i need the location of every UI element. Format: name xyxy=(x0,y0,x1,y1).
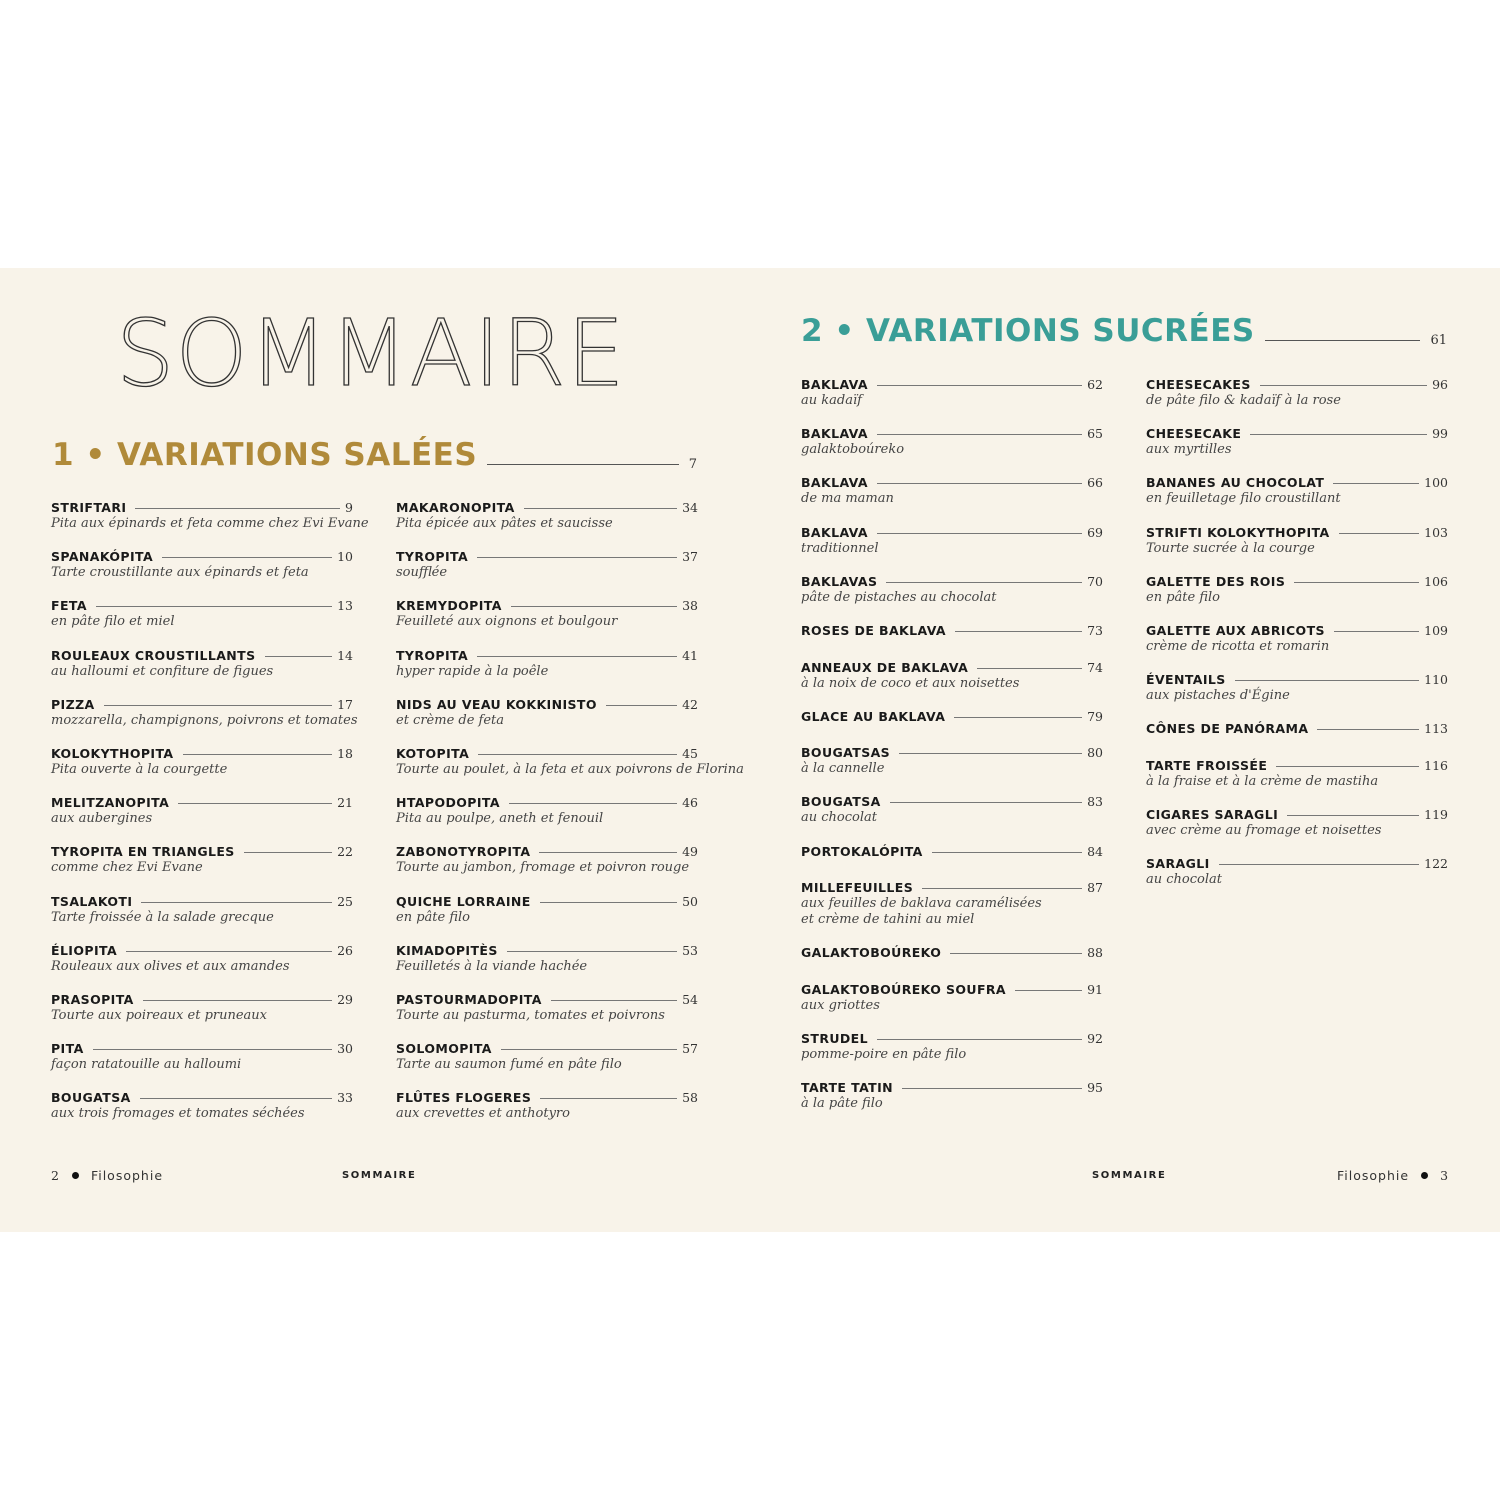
recipe-subtitle: à la cannelle xyxy=(801,761,885,777)
toc-entry xyxy=(801,981,1103,1014)
leader-line xyxy=(1339,533,1420,534)
page-number: 92 xyxy=(1087,1031,1103,1046)
toc-entry xyxy=(51,597,353,630)
recipe-name: ROULEAUX CROUSTILLANTS xyxy=(51,647,256,663)
leader-line xyxy=(140,1098,332,1099)
leader-line xyxy=(950,953,1082,954)
page-number: 65 xyxy=(1087,426,1103,442)
toc-entry xyxy=(396,597,698,630)
toc-entry xyxy=(1146,806,1448,839)
page-number: 80 xyxy=(1087,745,1103,761)
page-number: 46 xyxy=(682,795,698,811)
recipe-subtitle: au halloumi et confiture de figues xyxy=(51,663,274,679)
toc-entry xyxy=(801,376,1103,409)
toc-entry xyxy=(1146,855,1448,888)
leader-line xyxy=(524,508,677,509)
toc-entry xyxy=(1146,425,1448,458)
page-number: 116 xyxy=(1424,757,1448,773)
recipe-name: STRIFTI KOLOKYTHOPITA xyxy=(1146,524,1330,540)
recipe-name: TSALAKOTI xyxy=(51,893,133,909)
recipe-name: SPANAKÓPITA xyxy=(51,549,154,565)
section-title: 2 • VARIATIONS SUCRÉES xyxy=(801,313,1255,349)
page-number: 10 xyxy=(337,549,353,565)
recipe-subtitle: Tourte au poulet, à la feta et aux poivrons de Florina xyxy=(396,762,744,777)
toc-entry xyxy=(51,647,353,680)
recipe-subtitle: au chocolat xyxy=(1146,872,1222,888)
recipe-subtitle: Tourte au jambon, fromage et poivron rouge xyxy=(396,860,690,876)
recipe-name: PORTOKALÓPITA xyxy=(801,843,923,859)
running-header-right: SOMMAIRE xyxy=(1092,1170,1167,1181)
recipe-name: MAKARONOPITA xyxy=(396,500,515,515)
section-page: 7 xyxy=(688,457,697,472)
recipe-subtitle: avec crème au fromage et noisettes xyxy=(1146,823,1382,839)
page-number: 58 xyxy=(682,1090,698,1106)
recipe-subtitle: Pita au poulpe, aneth et fenouil xyxy=(396,811,604,827)
toc-entry xyxy=(801,659,1103,692)
section-title: 1 • VARIATIONS SALÉES xyxy=(52,437,478,473)
section-heading-sweet xyxy=(801,313,1447,349)
recipe-name: GLACE AU BAKLAVA xyxy=(801,708,946,724)
bullet-icon xyxy=(72,1172,79,1179)
recipe-name: GALETTE DES ROIS xyxy=(1146,573,1286,589)
leader-line xyxy=(551,1000,677,1001)
leader-line xyxy=(501,1049,677,1050)
page-number: 33 xyxy=(337,1090,353,1106)
page-number: 22 xyxy=(337,844,353,860)
toc-entry xyxy=(396,548,698,581)
leader-line xyxy=(886,582,1082,583)
recipe-name: BAKLAVA xyxy=(801,377,868,392)
toc-entry xyxy=(801,879,1103,928)
leader-line xyxy=(1287,815,1419,816)
recipe-subtitle: façon ratatouille au halloumi xyxy=(51,1057,242,1073)
toc-entry xyxy=(396,696,698,729)
leader-line xyxy=(922,888,1082,889)
leader-line xyxy=(1333,483,1419,484)
recipe-name: KREMYDOPITA xyxy=(396,598,502,614)
leader-line xyxy=(265,656,333,657)
page-number: 3 xyxy=(1440,1168,1450,1183)
recipe-subtitle: en feuilletage filo croustillant xyxy=(1146,491,1341,507)
page-number: 70 xyxy=(1087,573,1103,589)
recipe-name: CÔNES DE PANÓRAMA xyxy=(1146,721,1309,737)
recipe-name: ZABONOTYROPITA xyxy=(396,844,531,860)
toc-entry xyxy=(51,1040,353,1073)
recipe-subtitle: aux feuilles de baklava caramélisées xyxy=(801,896,1042,912)
recipe-subtitle: aux crevettes et anthotyro xyxy=(396,1106,570,1122)
recipe-name: PIZZA xyxy=(51,696,95,712)
toc-entry xyxy=(396,991,698,1024)
page-number: 79 xyxy=(1087,708,1103,724)
brand-name: Filosophie xyxy=(90,1168,164,1183)
leader-line xyxy=(183,754,333,755)
recipe-subtitle: aux myrtilles xyxy=(1146,442,1232,458)
recipe-name: ANNEAUX DE BAKLAVA xyxy=(801,659,969,675)
leader-line xyxy=(477,557,677,558)
recipe-subtitle: traditionnel xyxy=(801,540,879,556)
recipe-name: SARAGLI xyxy=(1146,856,1210,872)
page-number: 21 xyxy=(337,795,353,811)
recipe-subtitle: en pâte filo xyxy=(396,909,470,925)
recipe-subtitle: aux trois fromages et tomates séchées xyxy=(51,1106,305,1122)
bullet-icon xyxy=(1421,1172,1428,1179)
toc-entry xyxy=(801,793,1103,826)
recipe-name: QUICHE LORRAINE xyxy=(396,893,531,909)
recipe-subtitle: à la pâte filo xyxy=(801,1096,883,1112)
leader-line xyxy=(955,631,1082,632)
page-number: 49 xyxy=(682,844,698,860)
page-number: 66 xyxy=(1087,475,1103,491)
recipe-name: BOUGATSAS xyxy=(801,745,891,761)
recipe-subtitle: Feuilletés à la viande hachée xyxy=(396,958,588,974)
toc-entry xyxy=(1146,524,1448,557)
recipe-subtitle: Rouleaux aux olives et aux amandes xyxy=(51,958,290,974)
recipe-subtitle: Pita aux épinards et feta comme chez Evi Evane xyxy=(51,516,369,531)
leader-line xyxy=(1235,680,1419,681)
leader-line xyxy=(509,803,677,804)
recipe-name: ÉVENTAILS xyxy=(1146,672,1226,688)
page-number: 57 xyxy=(682,1041,698,1057)
page-number: 119 xyxy=(1424,807,1448,823)
toc-entry xyxy=(1146,671,1448,704)
recipe-name: CHEESECAKES xyxy=(1146,377,1251,392)
leader-line xyxy=(606,705,677,706)
leader-line xyxy=(932,852,1082,853)
leader-line xyxy=(96,606,332,607)
page-number: 2 xyxy=(51,1168,60,1183)
recipe-subtitle: de ma maman xyxy=(801,491,894,507)
toc-entry xyxy=(801,944,1103,961)
recipe-name: TYROPITA xyxy=(396,549,469,565)
recipe-name: TARTE TATIN xyxy=(801,1080,894,1096)
leader-line xyxy=(487,464,679,465)
page-number: 69 xyxy=(1087,524,1103,540)
recipe-subtitle: pomme-poire en pâte filo xyxy=(801,1047,967,1062)
leader-line xyxy=(890,802,1082,803)
page-title: SOMMAIRE xyxy=(116,300,626,407)
section-page: 61 xyxy=(1430,333,1447,348)
leader-line xyxy=(877,385,1082,386)
leader-line xyxy=(877,1039,1082,1040)
recipe-subtitle: Tarte au saumon fumé en pâte filo xyxy=(396,1057,622,1073)
recipe-name: PRASOPITA xyxy=(51,992,134,1007)
recipe-name: TARTE FROISSÉE xyxy=(1146,757,1268,773)
leader-line xyxy=(902,1088,1082,1089)
recipe-name: PASTOURMADOPITA xyxy=(396,992,542,1007)
page-number: 74 xyxy=(1087,659,1103,675)
page-number: 25 xyxy=(337,893,353,909)
leader-line xyxy=(126,951,332,952)
page-number: 29 xyxy=(337,992,353,1007)
leader-line xyxy=(511,606,677,607)
page-number: 37 xyxy=(682,549,698,565)
toc-entry xyxy=(1146,474,1448,507)
recipe-subtitle: à la noix de coco et aux noisettes xyxy=(801,675,1020,691)
recipe-name: HTAPODOPITA xyxy=(396,795,500,811)
recipe-subtitle: Tarte froissée à la salade grecque xyxy=(51,909,274,925)
leader-line xyxy=(1260,385,1427,386)
toc-entry xyxy=(51,991,353,1024)
recipe-subtitle: aux griottes xyxy=(801,997,880,1013)
leader-line xyxy=(1317,729,1419,730)
leader-line xyxy=(141,902,332,903)
leader-line xyxy=(877,533,1082,534)
page-number: 113 xyxy=(1424,721,1448,737)
recipe-name: BAKLAVAS xyxy=(801,573,878,589)
recipe-subtitle: Pita ouverte à la courgette xyxy=(51,762,228,777)
page-number: 41 xyxy=(682,647,698,663)
page-number: 26 xyxy=(337,942,353,958)
leader-line xyxy=(143,1000,332,1001)
page-number: 122 xyxy=(1424,856,1448,872)
recipe-subtitle: de pâte filo & kadaïf à la rose xyxy=(1146,393,1341,408)
page-number: 100 xyxy=(1424,475,1448,491)
recipe-name: ROSES DE BAKLAVA xyxy=(801,623,946,638)
toc-entry xyxy=(801,708,1103,725)
page-number: 34 xyxy=(682,500,698,515)
recipe-name: NIDS AU VEAU KOKKINISTO xyxy=(396,696,597,712)
page-number: 103 xyxy=(1424,524,1448,540)
recipe-subtitle: et crème de feta xyxy=(396,712,505,728)
page-number: 96 xyxy=(1432,377,1448,392)
recipe-subtitle: galaktoboúreko xyxy=(801,442,905,458)
recipe-subtitle: aux pistaches d'Égine xyxy=(1146,688,1290,704)
recipe-subtitle: Tarte croustillante aux épinards et feta xyxy=(51,565,309,581)
recipe-name: MELITZANOPITA xyxy=(51,795,170,811)
recipe-name: CIGARES SARAGLI xyxy=(1146,807,1279,823)
toc-entry xyxy=(51,942,353,975)
toc-entry xyxy=(396,843,698,876)
toc-entry xyxy=(51,893,353,926)
recipe-name: KIMADOPITÈS xyxy=(396,942,498,958)
toc-entry xyxy=(51,1089,353,1122)
toc-entry xyxy=(801,622,1103,639)
toc-entry xyxy=(1146,622,1448,655)
recipe-name: TYROPITA EN TRIANGLES xyxy=(51,844,235,860)
leader-line xyxy=(93,1049,332,1050)
page-number: 45 xyxy=(682,746,698,761)
page-number: 62 xyxy=(1087,377,1103,392)
toc-entry xyxy=(51,548,353,581)
recipe-subtitle: Feuilleté aux oignons et boulgour xyxy=(396,614,618,630)
page-number: 73 xyxy=(1087,623,1103,638)
toc-entry xyxy=(801,1079,1103,1112)
leader-line xyxy=(954,717,1082,718)
leader-line xyxy=(1265,340,1421,341)
book-spread xyxy=(0,268,1500,1232)
recipe-name: BOUGATSA xyxy=(801,794,881,810)
recipe-name: MILLEFEUILLES xyxy=(801,880,914,896)
recipe-name: CHEESECAKE xyxy=(1146,426,1242,442)
page-number: 30 xyxy=(337,1041,353,1057)
recipe-subtitle: comme chez Evi Evane xyxy=(51,860,203,876)
recipe-subtitle: au chocolat xyxy=(801,810,877,826)
recipe-subtitle: Tourte aux poireaux et pruneaux xyxy=(51,1008,267,1023)
recipe-name: STRIFTARI xyxy=(51,500,127,515)
page-number: 83 xyxy=(1087,794,1103,810)
toc-entry xyxy=(801,474,1103,507)
recipe-name: BOUGATSA xyxy=(51,1090,131,1106)
page-number: 18 xyxy=(337,746,353,761)
toc-entry xyxy=(801,573,1103,606)
toc-entry xyxy=(1146,720,1448,737)
leader-line xyxy=(1276,766,1419,767)
toc-entry xyxy=(396,1089,698,1122)
recipe-subtitle: pâte de pistaches au chocolat xyxy=(801,589,997,605)
toc-entry xyxy=(801,843,1103,860)
page-number: 88 xyxy=(1087,945,1103,961)
section-heading-savory xyxy=(52,437,697,473)
toc-entry xyxy=(51,794,353,827)
page-number: 106 xyxy=(1424,573,1448,589)
toc-entry xyxy=(51,745,353,778)
leader-line xyxy=(539,852,677,853)
page-number: 109 xyxy=(1424,623,1448,638)
page-number: 14 xyxy=(337,647,353,663)
toc-entry xyxy=(396,893,698,926)
page-number: 42 xyxy=(682,696,698,712)
recipe-name: FETA xyxy=(51,598,87,614)
toc-entry xyxy=(51,696,358,729)
recipe-name: BAKLAVA xyxy=(801,426,868,442)
toc-entry xyxy=(801,425,1103,458)
footer-left xyxy=(51,1168,163,1183)
leader-line xyxy=(135,508,340,509)
toc-entry xyxy=(396,1040,698,1073)
recipe-subtitle-line-2: et crème de tahini au miel xyxy=(801,912,975,928)
running-header-left: SOMMAIRE xyxy=(342,1170,417,1181)
toc-entry xyxy=(801,524,1103,557)
page-number: 91 xyxy=(1087,981,1103,997)
page-number: 13 xyxy=(337,598,353,614)
page-number: 50 xyxy=(682,893,698,909)
recipe-name: BANANES AU CHOCOLAT xyxy=(1146,475,1325,491)
page-number: 95 xyxy=(1087,1080,1103,1096)
recipe-name: ÉLIOPITA xyxy=(51,942,118,958)
leader-line xyxy=(162,557,332,558)
toc-entry xyxy=(51,499,369,532)
leader-line xyxy=(104,705,332,706)
recipe-subtitle: à la fraise et à la crème de mastiha xyxy=(1146,773,1379,789)
recipe-name: BAKLAVA xyxy=(801,524,868,540)
leader-line xyxy=(1219,864,1419,865)
leader-line xyxy=(244,852,332,853)
recipe-subtitle: hyper rapide à la poêle xyxy=(396,663,549,679)
page-number: 99 xyxy=(1432,426,1448,442)
toc-entry xyxy=(801,744,1103,777)
recipe-name: GALETTE AUX ABRICOTS xyxy=(1146,623,1325,638)
toc-entry xyxy=(396,499,698,532)
recipe-name: STRUDEL xyxy=(801,1031,868,1046)
recipe-subtitle: crème de ricotta et romarin xyxy=(1146,639,1330,654)
page-number: 53 xyxy=(682,942,698,958)
page-number: 87 xyxy=(1087,880,1103,896)
recipe-name: FLÛTES FLOGERES xyxy=(396,1090,532,1106)
recipe-name: BAKLAVA xyxy=(801,475,868,491)
recipe-subtitle: en pâte filo et miel xyxy=(51,614,175,630)
page-number: 38 xyxy=(682,598,698,614)
leader-line xyxy=(1334,631,1419,632)
toc-entry xyxy=(51,843,353,876)
page-number: 84 xyxy=(1087,843,1103,859)
leader-line xyxy=(478,754,677,755)
toc-entry xyxy=(1146,376,1448,409)
toc-entry xyxy=(396,794,698,827)
recipe-subtitle: Pita épicée aux pâtes et saucisse xyxy=(396,516,613,531)
toc-entry xyxy=(396,647,698,680)
footer-right xyxy=(1337,1168,1449,1183)
page-number: 54 xyxy=(682,992,698,1007)
recipe-subtitle: mozzarella, champignons, poivrons et tomates xyxy=(51,712,358,728)
recipe-subtitle: au kadaïf xyxy=(801,393,862,408)
toc-entry xyxy=(1146,573,1448,606)
toc-entry xyxy=(396,745,744,778)
recipe-name: KOTOPITA xyxy=(396,746,470,761)
leader-line xyxy=(540,902,677,903)
leader-line xyxy=(1294,582,1419,583)
brand-name: Filosophie xyxy=(1337,1168,1410,1183)
leader-line xyxy=(977,668,1082,669)
leader-line xyxy=(540,1098,677,1099)
leader-line xyxy=(477,656,677,657)
recipe-name: KOLOKYTHOPITA xyxy=(51,746,174,761)
recipe-subtitle: Tourte au pasturma, tomates et poivrons xyxy=(396,1008,665,1023)
leader-line xyxy=(899,753,1082,754)
recipe-subtitle: Tourte sucrée à la courge xyxy=(1146,540,1315,556)
leader-line xyxy=(178,803,332,804)
recipe-subtitle: aux aubergines xyxy=(51,811,153,827)
recipe-name: TYROPITA xyxy=(396,647,469,663)
recipe-name: PITA xyxy=(51,1041,84,1057)
toc-entry xyxy=(1146,757,1448,790)
recipe-subtitle: en pâte filo xyxy=(1146,589,1220,605)
recipe-subtitle: soufflée xyxy=(396,565,448,581)
recipe-name: GALAKTOBOÚREKO SOUFRA xyxy=(801,981,1007,997)
toc-entry xyxy=(801,1030,1103,1063)
leader-line xyxy=(1250,434,1427,435)
leader-line xyxy=(507,951,677,952)
leader-line xyxy=(877,434,1082,435)
toc-entry xyxy=(396,942,698,975)
leader-line xyxy=(877,483,1082,484)
page-number: 9 xyxy=(345,500,353,515)
recipe-name: GALAKTOBOÚREKO xyxy=(801,945,942,961)
page-number: 17 xyxy=(337,696,353,712)
recipe-name: SOLOMOPITA xyxy=(396,1041,492,1057)
page-number: 110 xyxy=(1424,672,1448,688)
leader-line xyxy=(1015,990,1082,991)
